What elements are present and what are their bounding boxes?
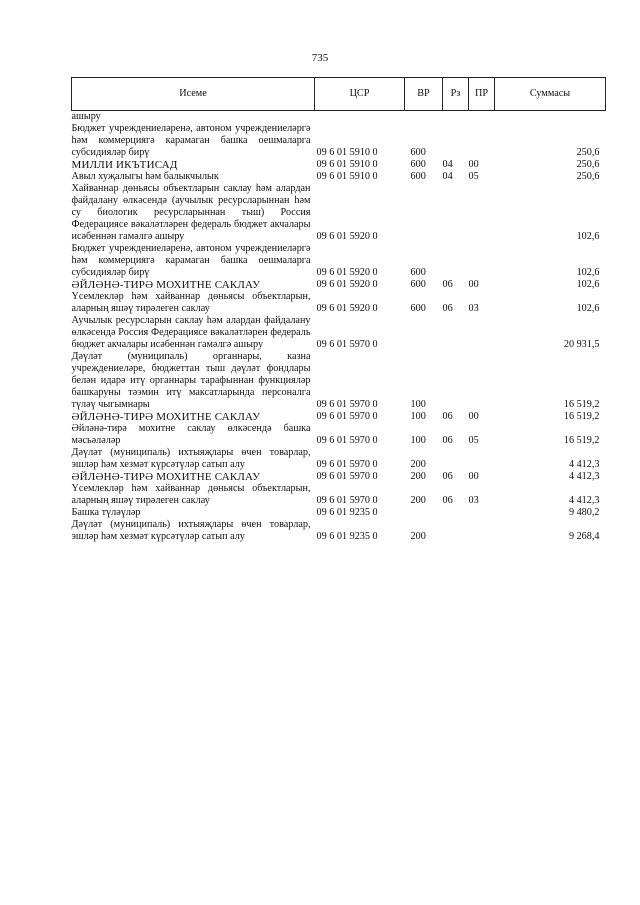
table-row	[72, 507, 606, 519]
cell-rz	[443, 111, 469, 124]
table-row	[72, 411, 606, 423]
table-row	[72, 423, 606, 447]
page-number: 735	[311, 52, 329, 64]
cell-sum: 102,6	[576, 267, 600, 278]
cell-sum: 102,6	[576, 279, 600, 290]
cell-csr: 09 6 01 5910 0	[316, 159, 378, 170]
cell-sum: 16 519,2	[563, 435, 600, 446]
cell-sum: 4 412,3	[568, 471, 600, 482]
cell-rz: 06	[442, 411, 453, 422]
cell-rz: 06	[442, 435, 453, 446]
table-row	[72, 159, 606, 171]
cell-pr	[469, 123, 495, 159]
cell-pr	[469, 183, 495, 243]
cell-name: Бюджет учреждениеләренә, автоном учреждениеләргә һәм коммерциягә карамаган башка оешмаларга субсидияләр бирү	[71, 123, 311, 158]
cell-vr: 200	[410, 495, 426, 506]
cell-sum: 16 519,2	[563, 399, 600, 410]
cell-pr: 05	[468, 435, 479, 446]
cell-csr: 09 6 01 9235 0	[316, 507, 378, 518]
cell-sum: 9 480,2	[568, 507, 600, 518]
table-body	[72, 111, 606, 544]
cell-name: ӘЙЛӘНӘ-ТИРӘ МОХИТНЕ САКЛАУ	[71, 411, 261, 423]
cell-csr: 09 6 01 5910 0	[316, 171, 378, 182]
cell-vr: 100	[410, 411, 426, 422]
cell-pr	[469, 243, 495, 279]
cell-csr: 09 6 01 5920 0	[316, 231, 378, 242]
cell-vr: 600	[410, 279, 426, 290]
cell-pr	[469, 111, 495, 124]
cell-csr: 09 6 01 5920 0	[316, 303, 378, 314]
table-row	[72, 123, 606, 159]
cell-rz	[443, 351, 469, 411]
cell-rz	[443, 519, 469, 543]
cell-name: Дәүләт (муниципаль) ихтыяҗлары өчен товарлар, эшләр һәм хезмәт күрсәтүләр сатып алу	[71, 519, 311, 542]
cell-sum: 102,6	[576, 231, 600, 242]
cell-sum: 4 412,3	[568, 495, 600, 506]
cell-name: Аучылык ресурсларын саклау һәм алардан файдалану өлкәсендә Россия Федерациясе вәкаләтләрен федераль бюджет акчалары исәбеннән гамәлгә ашыру	[71, 315, 311, 350]
cell-sum: 20 931,5	[563, 339, 600, 350]
cell-name: Дәүләт (муниципаль) ихтыяҗлары өчен товарлар, эшләр һәм хезмәт күрсәтүләр сатып алу	[71, 447, 311, 470]
table-row	[72, 111, 606, 124]
header-rz: Рз	[443, 78, 469, 111]
cell-rz	[443, 507, 469, 519]
table-row	[72, 351, 606, 411]
table-row	[72, 447, 606, 471]
cell-pr: 00	[468, 471, 479, 482]
cell-rz: 04	[442, 171, 453, 182]
cell-csr: 09 6 01 5920 0	[316, 279, 378, 290]
cell-vr: 600	[410, 159, 426, 170]
cell-name: Үсемлекләр һәм хайваннар дөньясы объектларын, аларның яшәү тирәлеген саклау	[71, 291, 311, 314]
cell-vr: 600	[410, 267, 426, 278]
cell-pr	[469, 351, 495, 411]
table-row	[72, 183, 606, 243]
cell-sum: 250,6	[576, 171, 600, 182]
cell-sum: 250,6	[576, 159, 600, 170]
cell-csr: 09 6 01 5970 0	[316, 435, 378, 446]
cell-name: Хайваннар дөньясы объектларын саклау һәм алардан файдалану өлкәсендә (аучылык ресурсларыннан һәм су биологик ресурсларыннан тыш) Россия Федерациясе вәкаләтләрен федераль бюджет акчалары исәбеннән гамәлгә ашыру	[71, 183, 311, 242]
cell-csr: 09 6 01 5970 0	[316, 411, 378, 422]
cell-vr: 100	[410, 399, 426, 410]
cell-csr: 09 6 01 5910 0	[316, 147, 378, 158]
cell-rz: 04	[442, 159, 453, 170]
table-row	[72, 315, 606, 351]
cell-csr: 09 6 01 5970 0	[316, 339, 378, 350]
cell-csr: 09 6 01 9235 0	[316, 531, 378, 542]
header-sum: Суммасы	[495, 78, 606, 111]
cell-pr: 05	[468, 171, 479, 182]
cell-rz	[443, 183, 469, 243]
cell-pr	[469, 315, 495, 351]
cell-csr: 09 6 01 5970 0	[316, 495, 378, 506]
cell-vr: 200	[410, 531, 426, 542]
table-row	[72, 243, 606, 279]
cell-rz	[443, 315, 469, 351]
cell-csr: 09 6 01 5970 0	[316, 471, 378, 482]
cell-pr	[469, 447, 495, 471]
cell-rz: 06	[442, 495, 453, 506]
header-vr: ВР	[405, 78, 443, 111]
cell-rz: 06	[442, 471, 453, 482]
cell-vr	[405, 183, 443, 243]
cell-name: Дәүләт (муниципаль) органнары, казна учреждениеләре, бюджеттан тыш дәүләт фондлары белән идарә итү органнары тарафыннан функцияләр башкаруны тәэмин итү максатларында персоналга түләү чыгымнары	[71, 351, 311, 410]
cell-rz	[443, 447, 469, 471]
cell-pr	[469, 519, 495, 543]
cell-csr: 09 6 01 5970 0	[316, 399, 378, 410]
table-row	[72, 471, 606, 483]
cell-rz	[443, 123, 469, 159]
cell-name: Авыл хуҗалыгы һәм балыкчылык	[71, 171, 219, 182]
cell-sum	[495, 111, 606, 124]
cell-vr	[405, 507, 443, 519]
header-pr: ПР	[469, 78, 495, 111]
cell-pr: 00	[468, 159, 479, 170]
table-row	[72, 291, 606, 315]
cell-rz: 06	[442, 279, 453, 290]
cell-vr: 200	[410, 471, 426, 482]
cell-sum: 250,6	[576, 147, 600, 158]
cell-name: Бюджет учреждениеләренә, автоном учреждениеләргә һәм коммерциягә карамаган башка оешмаларга субсидияләр бирү	[71, 243, 311, 278]
cell-csr: 09 6 01 5970 0	[316, 459, 378, 470]
cell-csr	[315, 111, 405, 124]
cell-name: Башка түләүләр	[71, 507, 141, 518]
cell-vr	[405, 111, 443, 124]
table-header	[72, 78, 606, 111]
header-csr: ЦСР	[315, 78, 405, 111]
cell-sum: 4 412,3	[568, 459, 600, 470]
table-row	[72, 279, 606, 291]
cell-rz: 06	[442, 303, 453, 314]
budget-table	[71, 77, 606, 543]
cell-vr: 600	[410, 303, 426, 314]
cell-pr	[469, 507, 495, 519]
cell-vr: 600	[410, 147, 426, 158]
header-name: Исеме	[72, 78, 315, 111]
cell-vr	[405, 315, 443, 351]
table-row	[72, 519, 606, 543]
table-row	[72, 171, 606, 183]
cell-vr: 100	[410, 435, 426, 446]
cell-sum: 16 519,2	[563, 411, 600, 422]
cell-pr: 00	[468, 279, 479, 290]
cell-name: ӘЙЛӘНӘ-ТИРӘ МОХИТНЕ САКЛАУ	[71, 279, 261, 291]
cell-name: ашыру	[71, 111, 101, 122]
cell-rz	[443, 243, 469, 279]
cell-pr: 03	[468, 495, 479, 506]
cell-name: Үсемлекләр һәм хайваннар дөньясы объектларын, аларның яшәү тирәлеген саклау	[71, 483, 311, 506]
cell-pr: 03	[468, 303, 479, 314]
cell-sum: 9 268,4	[568, 531, 600, 542]
cell-name: МИЛЛИ ИКЪТИСАД	[71, 159, 178, 171]
table-row	[72, 483, 606, 507]
cell-sum: 102,6	[576, 303, 600, 314]
cell-name: ӘЙЛӘНӘ-ТИРӘ МОХИТНЕ САКЛАУ	[71, 471, 261, 483]
cell-name: Әйләнә-тирә мохитне саклау өлкәсендә башка мәсьәләләр	[71, 423, 311, 446]
cell-vr: 200	[410, 459, 426, 470]
cell-csr: 09 6 01 5920 0	[316, 267, 378, 278]
cell-pr: 00	[468, 411, 479, 422]
cell-vr: 600	[410, 171, 426, 182]
